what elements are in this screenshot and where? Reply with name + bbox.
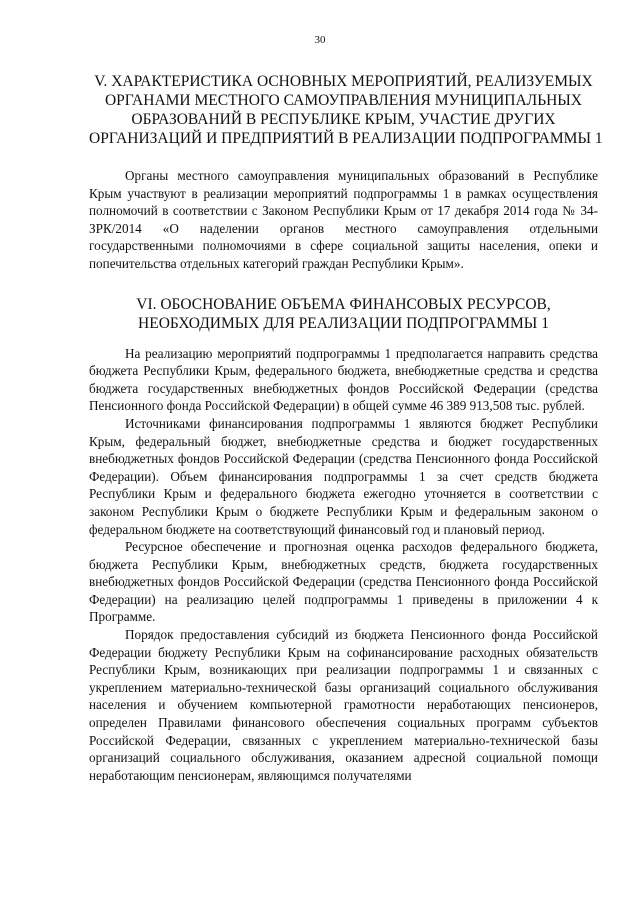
page-number: 30 <box>314 34 326 46</box>
section-5-heading-line: V. ХАРАКТЕРИСТИКА ОСНОВНЫХ МЕРОПРИЯТИЙ, РЕАЛИЗУЕМЫХ <box>94 73 593 90</box>
section-5-heading-line: ОБРАЗОВАНИЙ В РЕСПУБЛИКЕ КРЫМ, УЧАСТИЕ ДРУГИХ <box>131 111 556 128</box>
section-6-heading-line: VI. ОБОСНОВАНИЕ ОБЪЕМА ФИНАНСОВЫХ РЕСУРСОВ, <box>136 295 551 313</box>
section-5-paragraph: Органы местного самоуправления муниципальных образований в Республике Крым участвуют в реализации мероприятий подпрограммы 1 в рамках осуществления полномочий в соответствии с Законом Республики Крым от 17 декабря 2014 года № 34-ЗРК/2014 «О наделении органов местного самоуправления отдельными государственными полномочиями в сфере социальной защиты населения, опеки и попечительства отдельных категорий граждан Республики Крым». <box>89 168 598 271</box>
section-6-paragraph: На реализацию мероприятий подпрограммы 1 предполагается направить средства бюджета Республики Крым, федерального бюджета, внебюджетные средства и средства бюджета государственных внебюджетных фондов Российской Федерации (средства Пенсионного фонда Российской Федерации) в общей сумме 46 389 913,508 тыс. рублей. <box>89 345 598 414</box>
section-6-paragraph: Порядок предоставления субсидий из бюджета Пенсионного фонда Российской Федерации бюджету Республики Крым на софинансирование расходных обязательств Республики Крым, возникающих при реализации подпрограммы 1 и связанных с укреплением материально-технической базы организаций социального обслуживания населения и обучением компьютерной грамотности неработающих пенсионеров, определен Правилами финансового обеспечения социальных программ субъектов Российской Федерации, связанных с укреплением материально-технической базы организаций социального обслуживания, оказанием адресной социальной помощи неработающим пенсионерам, являющимся получателями <box>89 627 598 783</box>
section-6-paragraph: Ресурсное обеспечение и прогнозная оценка расходов федерального бюджета, бюджета Республики Крым, внебюджетных средств, бюджета государственных внебюджетных фондов Российской Федерации (средства Пенсионного фонда Российской Федерации) на реализацию целей подпрограммы 1 приведены в приложении 4 к Программе. <box>89 539 598 625</box>
section-6-heading <box>89 295 598 333</box>
section-5-heading <box>89 72 603 148</box>
page-content <box>89 72 603 784</box>
section-6-paragraph: Источниками финансирования подпрограммы 1 являются бюджет Республики Крым, федеральный бюджет, внебюджетные средства и бюджет государственных внебюджетных фондов Российской Федерации (средства Пенсионного фонда Российской Федерации). Объем финансирования подпрограммы 1 за счет средств бюджета Республики Крым и федерального бюджета ежегодно уточняется в соответствии с законом Республики Крым о бюджете Республики Крым и федеральным законом о федеральном бюджете на соответствующий финансовый год и плановый период. <box>89 415 598 537</box>
section-5-heading-line: ОРГАНИЗАЦИЙ И ПРЕДПРИЯТИЙ В РЕАЛИЗАЦИИ ПОДПРОГРАММЫ 1 <box>89 130 603 147</box>
section-5-heading-line: ОРГАНАМИ МЕСТНОГО САМОУПРАВЛЕНИЯ МУНИЦИПАЛЬНЫХ <box>104 92 583 109</box>
section-6-heading-line: НЕОБХОДИМЫХ ДЛЯ РЕАЛИЗАЦИИ ПОДПРОГРАММЫ 1 <box>138 314 549 332</box>
